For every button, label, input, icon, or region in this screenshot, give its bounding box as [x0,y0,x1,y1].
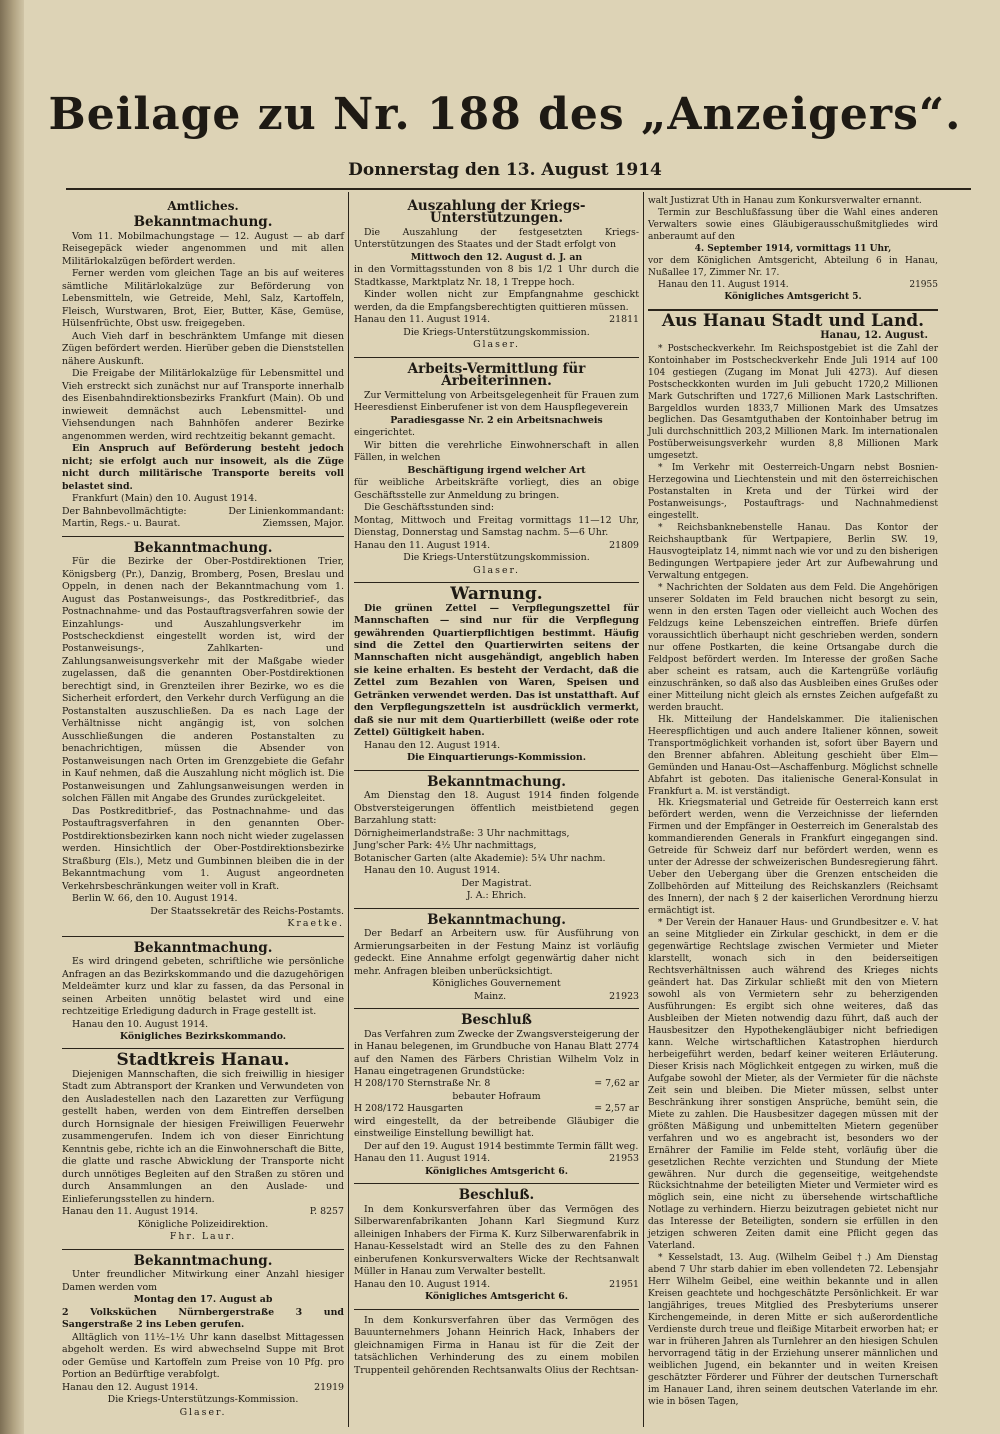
notice-paragraph: Für die Bezirke der Ober-Postdirektionen Trier, Königsberg (Pr.), Danzig, Bromberg, Posen, Breslau und Oppeln, in denen nach der Bekanntmachung vom 1. August das Postanweisungs-, das Postkreditbrief-, das Postnachnahme- und das Postauftragsverfahren sowie der Einzahlungs- und Auszahlungsverkehr im Postscheckdienst eingestellt worden ist, wird der Postanweisungs-, Zahlkarten- und Zahlungsanweisungsverkehr mit der Maßgabe wieder zugelassen, daß die genannten Ober-Postdirektionen berechtigt sind, in Grenzteilen ihrer Bezirke, wo es die Sicherheit erfordert, den Verkehr durch Verfügung an die Postanstalten auszuschließen. Da es nach Lage der Verhältnisse nicht angängig ist, von solchen Ausschließungen die anderen Postanstalten zu benachrichtigen, müssen die Absender von Postanweisungen nach Orten im Grenzgebiete die Gefahr in Kauf nehmen, daß die Auszahlung nicht möglich ist. Die Postanweisungen und Zahlungsanweisungen werden in solchen Fällen mit Angabe des Grundes zurückgeleitet. [62,556,344,805]
notice-stadtkreis [62,1050,344,1243]
notice-signature: Der Magistrat. [461,877,532,889]
notice-postverkehr [62,539,344,931]
notice-reisegepaeck [62,216,344,530]
notice-paragraph: Termin zur Beschlußfassung über die Wahl eines anderen Verwalters sowie eines Gläubigerausschußmitgliedes wird anberaumt auf den [648,207,938,242]
notice-paragraph: Mittwoch den 12. August d. J. an [410,251,583,263]
news-item: * Im Verkehr mit Oesterreich-Ungarn nebst Bosnien-Herzegowina und Liechtenstein und mit den österreichischen Postanstalten in Kreta und der Türkei wird der Postanweisungs-, Postauftrags- und Nachnahmedienst eingestellt. [648,463,938,522]
notice-place-date: Hanau den 10. August 1914. [72,1018,209,1030]
notice-signature: Der Staatssekretär des Reichs-Postamts. [150,905,344,917]
divider [62,1048,344,1049]
notice-reference-number: 21951 [609,1278,639,1290]
notice-paragraph: In dem Konkursverfahren über das Vermögen des Silberwarenfabrikanten Johann Karl Siegmund Kurz alleinigen Inhabers der Firma K. Kurz Silberwarenfabrik in Hanau-Kesselstadt wird an Stelle des zu den Fahnen einberufenen Konkursverwalters Wicke der Rechtsanwalt Müller in Hanau zum Verwalter bestellt. [354,1203,639,1278]
notice-paragraph: Kinder wollen nicht zur Empfangnahme geschickt werden, da die Empfangsberechtigten quittieren müssen. [354,289,639,313]
notice-paragraph: Wir bitten die verehrliche Einwohnerschaft in allen Fällen, in welchen [354,439,639,464]
column-rule-2 [643,192,644,1427]
notice-volkskuechen [62,1252,344,1419]
news-item: * Kesselstadt, 13. Aug. (Wilhelm Geibel †.) Am Dienstag abend 7 Uhr starb dahier im eben vollendeten 72. Lebensjahr Herr Wilhelm Geibel, eine weithin bekannte und in allen Kreisen geachtete und hochgeschätzte Persönlichkeit. Er war langjähriges, treues Mitglied des Presbyteriums unserer Kirchengemeinde, in deren Mitte er sich außerordentliche Verdienste durch treue und fleißige Mitarbeit erworben hat; er war in früheren Jahren als Turnlehrer an den hiesigen Schulen hervorragend tätig in der Erziehung unserer männlichen und weiblichen Jugend, ein bekannter und in weiten Kreisen geschätzter Förderer und Führer der deutschen Turnerschaft im Hanauer Land, ihren seinem deutschen Vaterlande im ehr. wie in bösen Tagen, [648,1253,938,1407]
notice-paragraph: eingerichtet. [354,427,415,439]
notice-paragraph: 2 Volksküchen Nürnbergerstraße 3 und Sangerstraße 2 ins Leben gerufen. [62,1306,344,1331]
notice-heading: Bekanntmachung. [427,773,566,790]
signature-right: Der Linienkommandant: [228,505,344,517]
notice-place-date: Hanau den 11. August 1914. [658,279,789,290]
divider [354,908,639,909]
notice-place-date: Hanau den 12. August 1914. [62,1381,199,1393]
notice-signature: Die Kriegs-Unterstützungs-Kommission. [107,1394,299,1406]
news-item: Hk. Kriegsmaterial und Getreide für Oesterreich kann erst befördert werden, wenn die Verzeichnisse der liefernden Firmen und der Empfänger in Oesterreich im Generalstab des kommandierenden Generals in Frankfurt eingegangen sind. Getreide für Schweiz darf nur befördert werden, wenn es unter der Adresse der schweizerischen Bundesregierung fährt. Ueber den Uebergang über die Grenzen entscheiden die Zollbehörden auf Mitteilung des Reichskanzlers (Reichsamt des Innern), der nach § 2 der kaiserlichen Verordnung hierzu ermächtigt ist. [648,798,938,917]
notice-paragraph: Das Postkreditbrief-, das Postnachnahme- und das Postauftragsverfahren in den genannten Ober-Postdirektionsbezirken kann noch nicht wieder zugelassen werden. Hinsichtlich der Ober-Postdirektionsbezirke Straßburg (Els.), Metz und Gumbinnen bleiben die in der Bekanntmachung vom 1. August angeordneten Verkehrsbeschränkungen weiter voll in Kraft. [62,805,344,892]
notice-signature-row [354,1153,639,1165]
notice-signature: Glaser. [179,1406,227,1418]
notice-paragraph: Alltäglich von 11½–1½ Uhr kann daselbst Mittagessen abgeholt werden. Es wird abwechselnd Suppe mit Brot oder Gemüse und Kartoffeln zum Preise von 10 Pfg. pro Portion an Bedürftige verabfolgt. [62,1331,344,1381]
notice-heading: Auszahlung der Kriegs-Unterstützungen. [407,198,586,227]
notice-reference-number: P. 8257 [309,1206,344,1218]
divider [62,1249,344,1250]
notice-signature-row [354,991,639,1003]
notice-paragraph: Botanischer Garten (alte Akademie): 5¼ Uhr nachm. [354,852,606,864]
notice-place-date: Hanau den 10. August 1914. [354,1278,491,1290]
notice-paragraph: walt Justizrat Uth in Hanau zum Konkursverwalter ernannt. [648,196,922,206]
notice-heading: Warnung. [450,584,543,605]
notice-place-date: Berlin W. 66, den 10. August 1914. [72,893,238,905]
notice-reference-number: 21809 [609,539,639,551]
section-heading-amtliches: Amtliches. [167,199,239,213]
notice-paragraph: Beschäftigung irgend welcher Art [407,464,586,476]
notice-paragraph: Der Bedarf an Arbeitern usw. für Ausführung von Armierungsarbeiten in der Festung Mainz ist vorläufig gedeckt. Eine Annahme erfolgt gegenwärtig daher nicht mehr. Anfragen bleiben unberücksichtigt. [354,928,639,977]
notice-beschluss-kurz [354,1189,639,1377]
notice-paragraph: Am Dienstag den 18. August 1914 finden folgende Obstversteigerungen öffentlich meistbietend gegen Barzahlung statt: [354,790,639,827]
notice-signature: Königliches Amtsgericht 6. [424,1291,568,1303]
notice-heading: Beschluß. [458,1187,535,1204]
notice-reference-number: 21955 [909,279,938,290]
column-3 [648,196,938,1413]
notice-paragraph: Der auf den 19. August 1914 bestimmte Termin fällt weg. [364,1140,639,1152]
masthead-rule [66,188,971,190]
notice-bezirkskommando [62,939,344,1044]
notice-paragraph: Zur Vermittelung von Arbeitsgelegenheit für Frauen zum Heeresdienst Einberufener ist von dem Hauspflegeverein [354,389,639,414]
notice-signature: Die Kriegs-Unterstützungskommission. [403,326,590,338]
notice-heading: Beschluß [461,1012,532,1029]
property-note: bebauter Hofraum [452,1090,541,1102]
news-item: Hk. Mitteilung der Handelskammer. Die italienischen Heerespflichtigen und auch andere Italiener können, soweit Transportmöglichkeit vorhanden ist, sofort über Bayern und den Brenner abfahren. Ableitung geschieht über Elm—Gemünden und Hanau-Ost—Aschaffenburg. Möglichst schnelle Abfahrt ist geboten. Das italienische General-Konsulat in Frankfurt a. M. ist verständigt. [648,714,938,797]
notice-paragraph: Montag, Mittwoch und Freitag vormittags 11—12 Uhr, Dienstag, Donnerstag und Samstag nachm. 5—6 Uhr. [354,514,639,539]
notice-place-date: Hanau den 11. August 1914. [354,314,491,326]
notice-signature: J. A.: Ehrich. [466,890,527,902]
divider [354,770,639,771]
notice-paragraph: Die Geschäftsstunden sind: [364,502,495,514]
notice-paragraph: Jung'scher Park: 4½ Uhr nachmittags, [354,840,537,852]
notice-paragraph: wird eingestellt, da der betreibende Gläubiger die einstweilige Einstellung bewilligt hat. [354,1115,639,1140]
notice-place-date: Hanau den 11. August 1914. [62,1206,199,1218]
notice-place-date: Hanau den 12. August 1914. [364,739,501,751]
notice-paragraph: Die Freigabe der Militärlokalzüge für Lebensmittel und Vieh erstreckt sich zunächst nur auf Transporte innerhalb des Eisenbahndirektionsbezirks Frankfurt (Main). Ob und inwieweit demnächst auch Lebensmittel- und Viehsendungen nach Bahnhöfen anderer Bezirke angenommen werden, wird rechtzeitig bekannt gemacht. [62,368,344,442]
notice-signature: Fhr. Laur. [169,1231,237,1243]
notice-signature: Kraetke. [287,918,344,930]
notice-signature: Königliche Polizeidirektion. [137,1218,269,1230]
local-news [648,310,938,1409]
notice-paragraph: 4. September 1914, vormittags 11 Uhr, [694,243,892,254]
notice-signature: Glaser. [473,339,520,351]
notice-paragraph: Es wird dringend gebeten, schriftliche wie persönliche Anfragen an das Bezirkskommando und die dazugehörigen Meldeämter kurz und klar zu fassen, da das Personal in seinen Arbeiten unnötig belastet wird und eine rechtzeitige Erledigung dadurch in Frage gestellt ist. [62,956,344,1018]
notice-signature: Glaser. [473,564,520,576]
notice-kriegsunterstuetzungen [354,200,639,352]
notice-reference-number: 21811 [609,314,639,326]
notice-paragraph: vor dem Königlichen Amtsgericht, Abteilung 6 in Hanau, Nußallee 17, Zimmer Nr. 17. [648,255,938,278]
column-1 [62,196,344,1423]
notice-signature: Die Kriegs-Unterstützungskommission. [403,552,590,564]
notice-arbeitsvermittlung [354,360,639,577]
property-row [354,1103,639,1115]
local-news-heading: Aus Hanau Stadt und Land. [661,310,925,331]
notice-paragraph: Vom 11. Mobilmachungstage — 12. August — ab darf Reisegepäck wieder angenommen und mit allen Militärlokalzügen befördert werden. [62,230,344,267]
notice-signature-row [648,280,938,292]
divider [354,357,639,358]
notice-paragraph: Montag den 17. August ab [133,1294,273,1306]
notice-festung-mainz [354,911,639,1003]
notice-warnung [354,584,639,765]
notice-reference-number: 21953 [609,1153,639,1165]
notice-paragraph: Das Verfahren zum Zwecke der Zwangsversteigerung der in Hanau belegenen, im Grundbuche von Hanau Blatt 2774 auf den Namen des Färbers Christian Wilhelm Volz in Hanau eingetragenen Grundstücke: [354,1028,639,1077]
divider [354,1008,639,1009]
notice-signature: Königliches Gouvernement [432,978,561,990]
notice-signature-row [354,1279,639,1291]
notice-heading: Arbeits-Vermittlung für Arbeiterinnen. [407,360,586,390]
notice-heading: Bekanntmachung. [133,214,273,231]
notice-heading: Stadtkreis Hanau. [116,1050,290,1071]
notice-paragraph: Ein Anspruch auf Beförderung besteht jedoch nicht; sie erfolgt auch nur insoweit, als die Züge nicht durch militärische Transporte bereits voll belastet sind. [62,443,344,492]
notice-reference-number: 21923 [609,990,639,1002]
notice-place-date: Hanau den 10. August 1914. [364,865,501,877]
property-label: H 208/172 Hausgarten [354,1103,464,1115]
notice-signature-row [62,518,344,530]
notice-heading: Bekanntmachung. [427,911,566,928]
notice-signature: Die Einquartierungs-Kommission. [406,752,587,764]
notice-paragraph: Auch Vieh darf in beschränktem Umfange mit diesen Zügen befördert werden. Hierüber geben die Dienststellen nähere Auskunft. [62,330,344,367]
notice-signature-row [354,540,639,552]
notice-paragraph: für weibliche Arbeitskräfte vorliegt, dies an obige Geschäftsstelle zur Anmeldung zu bringen. [354,477,639,501]
signature-left: Der Bahnbevollmächtigte: [62,505,187,517]
notice-paragraph: Dörnigheimerlandstraße: 3 Uhr nachmittags, [354,827,570,839]
notice-signature: Mainz. [474,990,507,1002]
notice-heading: Bekanntmachung. [133,939,273,956]
notice-signature: Königliches Bezirkskommando. [119,1031,287,1042]
notice-paragraph: Die Auszahlung der festgesetzten Kriegs-Unterstützungen des Staates und der Stadt erfolgt von [354,226,639,251]
signature-right: Ziemssen, Major. [262,518,344,530]
local-news-dateline: Hanau, 12. August. [820,329,928,341]
divider [62,936,344,937]
property-area: = 2,57 ar [594,1103,639,1115]
notice-signature: Königliches Amtsgericht 5. [724,291,862,302]
property-label: H 208/170 Sternstraße Nr. 8 [354,1078,491,1090]
property-row [354,1078,639,1090]
notice-reference-number: 21919 [314,1381,344,1393]
notice-paragraph: In dem Konkursverfahren über das Vermögen des Bauunternehmers Johann Heinrich Hack, Inhabers der gleichnamigen Firma in Hanau ist für die Zeit der tatsächlichen Verhinderung des zu einem mobilen Truppenteil gehörenden Rechtsanwalts Olius der Rechtsan- [354,1314,639,1376]
masthead-title: Beilage zu Nr. 188 des „Anzeigers“. [48,89,962,140]
notice-place-date: Hanau den 11. August 1914. [354,1153,491,1165]
notice-heading: Bekanntmachung. [133,539,273,556]
column-2 [354,196,639,1381]
signature-left: Martin, Regs.- u. Baurat. [62,518,181,530]
news-item: * Reichsbanknebenstelle Hanau. Das Kontor der Reichshauptbank für Wertpapiere, Berlin SW. 19, Hausvogteiplatz 14, nimmt nach wie vor und zu den bisherigen Bedingungen Wertpapiere jeder Art zur Aufbewahrung und Verwaltung entgegen. [648,523,938,582]
notice-place-date: Hanau den 11. August 1914. [354,539,491,551]
notice-paragraph: Paradiesgasse Nr. 2 ein Arbeitsnachweis [390,414,603,426]
divider [354,1183,639,1184]
divider [354,582,639,583]
notice-heading: Bekanntmachung. [133,1252,273,1269]
notice-paragraph: Diejenigen Mannschaften, die sich freiwillig in hiesiger Stadt zum Abtransport der Kranken und Verwundeten von den Ausladestellen nach den Lazaretten zur Verfügung gestellt haben, werden von dem Eintreffen derselben durch Hornsignale der hiesigen Freiwilligen Feuerwehr zusammengerufen. Indem ich von dieser Einrichtung Kenntnis gebe, richte ich an die Einwohnerschaft die Bitte, die glatte und rasche Abwicklung der Transporte nicht durch unnötiges Begleiten auf den Straßen zu stören und durch Ansammlungen an den Auslade- und Einlieferungsstellen zu hindern. [62,1068,344,1205]
divider [354,1309,639,1310]
news-item: * Nachrichten der Soldaten aus dem Feld. Die Angehörigen unserer Soldaten im Feld brauchen nicht besorgt zu sein, wenn in den ersten Tagen oder vielleicht auch Wochen des Feldzugs keine Lebenszeichen eintreffen. Briefe dürfen voraussichtlich überhaupt nicht geschrieben werden, sondern nur offene Postkarten, die keine Ortsangabe durch die Feldpost befördert werden. Im Interesse der großen Sache aber scheint es ratsam, auch die Kartengrüße vorläufig einzuschränken, so daß also das Ausbleiben eines Grußes oder einer Mitteilung nicht gleich als ernstes Zeichen aufgefaßt zu werden braucht. [648,583,938,713]
masthead-date: Donnerstag den 13. August 1914 [348,160,662,180]
notice-obstversteigerung [354,773,639,903]
notice-place-date: Frankfurt (Main) den 10. August 1914. [72,493,258,505]
notice-signature-row [62,1382,344,1394]
notice-paragraph: in den Vormittagsstunden von 8 bis 1/2 1 Uhr durch die Stadtkasse, Marktplatz Nr. 18, 1 Treppe hoch. [354,264,639,288]
property-area: = 7,62 ar [594,1078,639,1090]
notice-signature-row [62,1206,344,1218]
column-rule-1 [348,192,349,1427]
news-item: * Postscheckverkehr. Im Reichspostgebiet ist die Zahl der Kontoinhaber im Postscheckverkehr Ende Juli 1914 auf 100 104 gestiegen (Zugang im Monat Juli 4273). Auf diesen Postscheckkonten wurden im Juli gebucht 1720,2 Millionen Mark Gutschriften und 1727,6 Millionen Mark Lastschriften. Bargeldlos wurden 1833,7 Millionen Mark des Umsatzes beglichen. Das Gesamtguthaben der Kontoinhaber betrug im Juli durchschnittlich 203,2 Millionen Mark. Im internationalen Postüberweisungsverkehr wurden 8,8 Millionen Mark umgesetzt. [648,343,938,462]
notice-paragraph: Ferner werden vom gleichen Tage an bis auf weiteres sämtliche Militärlokalzüge zur Beförderung von Lebensmitteln, wie Getreide, Mehl, Salz, Kartoffeln, Fleisch, Wurstwaren, Brot, Eier, Butter, Käse, Gemüse, Hülsenfrüchte, Obst usw. freigegeben. [62,268,344,330]
notice-beschluss-volz [354,1014,639,1178]
divider [62,536,344,537]
notice-signature-row [354,314,639,326]
notice-paragraph: Die grünen Zettel — Verpflegungszettel für Mannschaften — sind nur für die Verpflegung gewährenden Quartierpflichtigen bestimmt. Häufig sind die Zettel den Quartierwirten seitens der Mannschaften nicht ausgehändigt, angeblich haben sie keine erhalten. Es besteht der Verdacht, daß die Zettel zum Bezahlen von Waren, Speisen und Getränken verwendet werden. Das ist unstatthaft. Auf den Verpflegungszetteln ist ausdrücklich vermerkt, daß sie nur mit dem Quartierbillett (weiße oder rote Zettel) Gültigkeit haben. [354,602,639,739]
binding-edge [0,0,24,1434]
notice-konkurs-hack-continued [648,196,938,304]
news-item: * Der Verein der Hanauer Haus- und Grundbesitzer e. V. hat an seine Mitglieder ein Zirkular geschickt, in dem er die gegenwärtige Rechtslage zwischen Vermieter und Mieter klarstellt, wonach sich in den beiderseitigen Rechtsverhältnissen auch während des Krieges nichts geändert hat. Das Zirkular schließt mit den von Mietern sowohl als von Vermietern sehr zu beherzigenden Ausführungen: Es ergibt sich ohne weiteres, daß das Ausbleiben der Mieten notwendig dazu führt, daß auch der Hausbesitzer den Hypothekengläubiger nicht befriedigen kann. Welche wirtschaftlichen Katastrophen hierdurch herbeigeführt werden, bedarf keiner weiteren Erläuterung. Dieser Krisis nach Möglichkeit entgegen zu wirken, muß die Aufgabe sowohl der Mieter, als der Vermieter für die nächste Zeit sein und bleiben. Die Mieter müssen, selbst unter Beschränkung ihrer sonstigen Ansprüche, bemüht sein, die Miete zu zahlen. Die Hausbesitzer dagegen müssen mit der größten Mäßigung und unbemittelten Mietern gegenüber verfahren und wo es angebracht ist, besonders wo der Ernährer der Familie im Felde steht, vorläufig über die gesetzlichen Rechte verzichten und Stundung der Miete gewähren. Nur durch die gegenseitige, weitgehendste Rücksichtnahme der beteiligten Mieter und Vermieter wird es möglich sein, eine nicht zu übersehende wirtschaftliche Notlage zu verhindern. Hierzu beizutragen gebietet nicht nur das Interesse der Beteiligten, sondern sie erfüllen in den jetzigen schweren Zeiten damit eine Pflicht gegen das Vaterland. [648,918,938,1252]
notice-paragraph: Unter freundlicher Mitwirkung einer Anzahl hiesiger Damen werden vom [62,1269,344,1293]
notice-signature: Königliches Amtsgericht 6. [424,1165,568,1177]
notice-signature-row [62,506,344,518]
